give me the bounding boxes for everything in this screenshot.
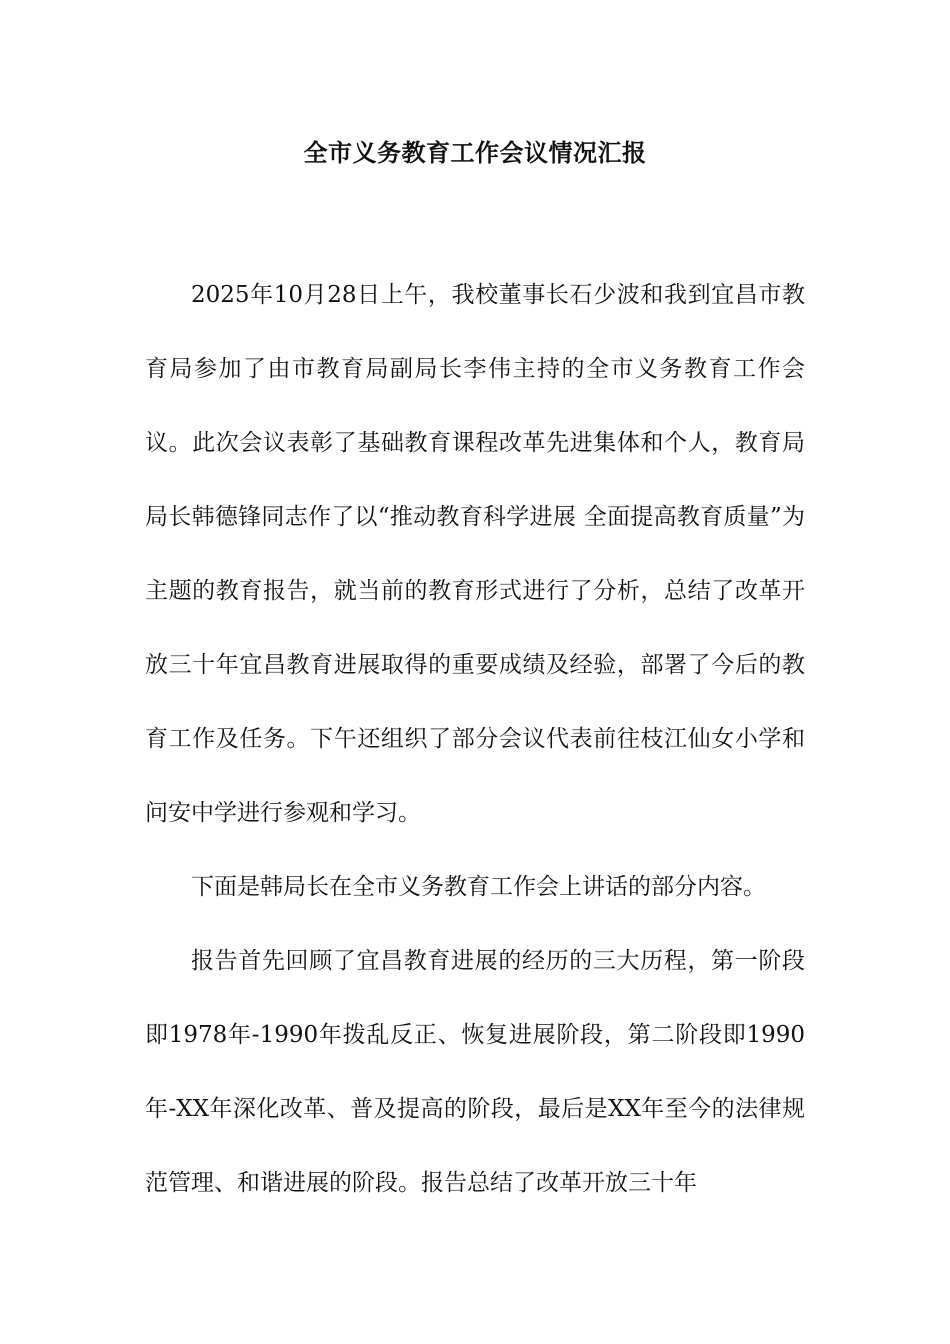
paragraph: 2025年10月28日上午，我校董事长石少波和我到宜昌市教育局参加了由市教育局副局长李伟主持的全市义务教育工作会议。此次会议表彰了基础教育课程改革先进集体和个人，教育局局长韩德锋同志作了以“推动教育科学进展 全面提高教育质量”为主题的教育报告，就当前的教育形式进行了分析，总结了改革开放三十年宜昌教育进展取得的重要成绩及经验，部署了今后的教育工作及任务。下午还组织了部分会议代表前往枝江仙女小学和问安中学进行参观和学习。 xyxy=(145,282,805,826)
document-title: 全市义务教育工作会议情况汇报 xyxy=(303,138,647,167)
document-body xyxy=(145,258,805,1220)
paragraph: 报告首先回顾了宜昌教育进展的经历的三大历程，第一阶段即1978年-1990年拨乱反正、恢复进展阶段，第二阶段即1990年-XX年深化改革、普及提高的阶段，最后是XX年至今的法律规范管理、和谐进展的阶段。报告总结了改革开放三十年 xyxy=(145,948,805,1196)
paragraph: 下面是韩局长在全市义务教育工作会上讲话的部分内容。 xyxy=(191,874,766,900)
